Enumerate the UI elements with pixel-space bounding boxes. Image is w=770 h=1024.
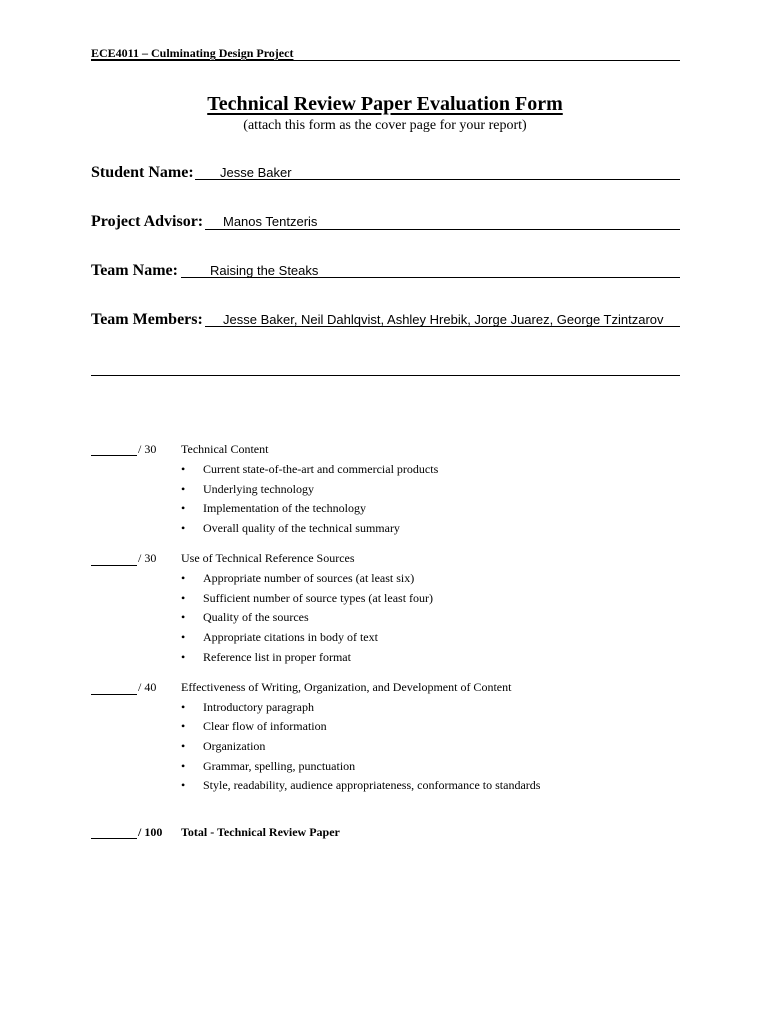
bullet-icon: • — [181, 778, 186, 792]
bullet-icon: • — [181, 571, 186, 585]
list-item: • Introductory paragraph — [181, 700, 314, 714]
bullet-icon: • — [181, 719, 186, 733]
list-item: • Underlying technology — [181, 482, 314, 496]
score-max-reference-sources: / 30 — [138, 551, 157, 565]
bullet-icon: • — [181, 462, 186, 476]
section-title-technical-content: Technical Content — [181, 442, 269, 456]
total-title: Total - Technical Review Paper — [181, 825, 340, 839]
project-advisor-label: Project Advisor: — [91, 213, 204, 230]
student-name-field[interactable]: Jesse Baker — [220, 165, 292, 180]
team-members-label: Team Members: — [91, 311, 203, 328]
bullet-icon: • — [181, 739, 186, 753]
form-title: Technical Review Paper Evaluation Form — [207, 93, 563, 115]
list-item: • Grammar, spelling, punctuation — [181, 759, 356, 773]
list-item: • Clear flow of information — [181, 719, 327, 733]
list-item: • Reference list in proper format — [181, 650, 351, 664]
course-header: ECE4011 – Culminating Design Project — [91, 46, 294, 60]
bullet-icon: • — [181, 630, 186, 644]
bullet-icon: • — [181, 610, 186, 624]
score-blank-writing[interactable] — [91, 694, 137, 695]
form-subtitle: (attach this form as the cover page for your report) — [243, 118, 527, 133]
team-members-field[interactable]: Jesse Baker, Neil Dahlqvist, Ashley Hrebik, Jorge Juarez, George Tzintzarov — [223, 312, 664, 327]
bullet-icon: • — [181, 501, 186, 515]
list-item: • Current state-of-the-art and commercial products — [181, 462, 439, 476]
score-blank-reference-sources[interactable] — [91, 565, 137, 566]
score-max-writing: / 40 — [138, 680, 157, 694]
student-name-label: Student Name: — [91, 164, 194, 181]
list-item: • Sufficient number of source types (at least four) — [181, 591, 434, 605]
project-advisor-field[interactable]: Manos Tentzeris — [223, 214, 318, 229]
bullet-icon: • — [181, 521, 186, 535]
section-title-writing: Effectiveness of Writing, Organization, and Development of Content — [181, 680, 512, 694]
list-item: • Implementation of the technology — [181, 501, 366, 515]
score-max-total: / 100 — [138, 825, 163, 839]
bullet-icon: • — [181, 591, 186, 605]
score-blank-total[interactable] — [91, 838, 137, 839]
team-name-field[interactable]: Raising the Steaks — [210, 263, 319, 278]
project-advisor-line — [205, 229, 680, 230]
bullet-icon: • — [181, 650, 186, 664]
bullet-icon: • — [181, 759, 186, 773]
section-separator — [91, 375, 680, 376]
list-item: • Style, readability, audience appropriateness, conformance to standards — [181, 778, 541, 792]
score-blank-technical-content[interactable] — [91, 455, 137, 456]
bullet-icon: • — [181, 482, 186, 496]
bullet-icon: • — [181, 700, 186, 714]
list-item: • Appropriate citations in body of text — [181, 630, 378, 644]
list-item: • Overall quality of the technical summary — [181, 521, 400, 535]
header-rule — [91, 60, 680, 61]
score-max-technical-content: / 30 — [138, 442, 157, 456]
list-item: • Organization — [181, 739, 266, 753]
team-name-label: Team Name: — [91, 262, 178, 279]
list-item: • Quality of the sources — [181, 610, 309, 624]
section-title-reference-sources: Use of Technical Reference Sources — [181, 551, 355, 565]
list-item: • Appropriate number of sources (at least six) — [181, 571, 415, 585]
